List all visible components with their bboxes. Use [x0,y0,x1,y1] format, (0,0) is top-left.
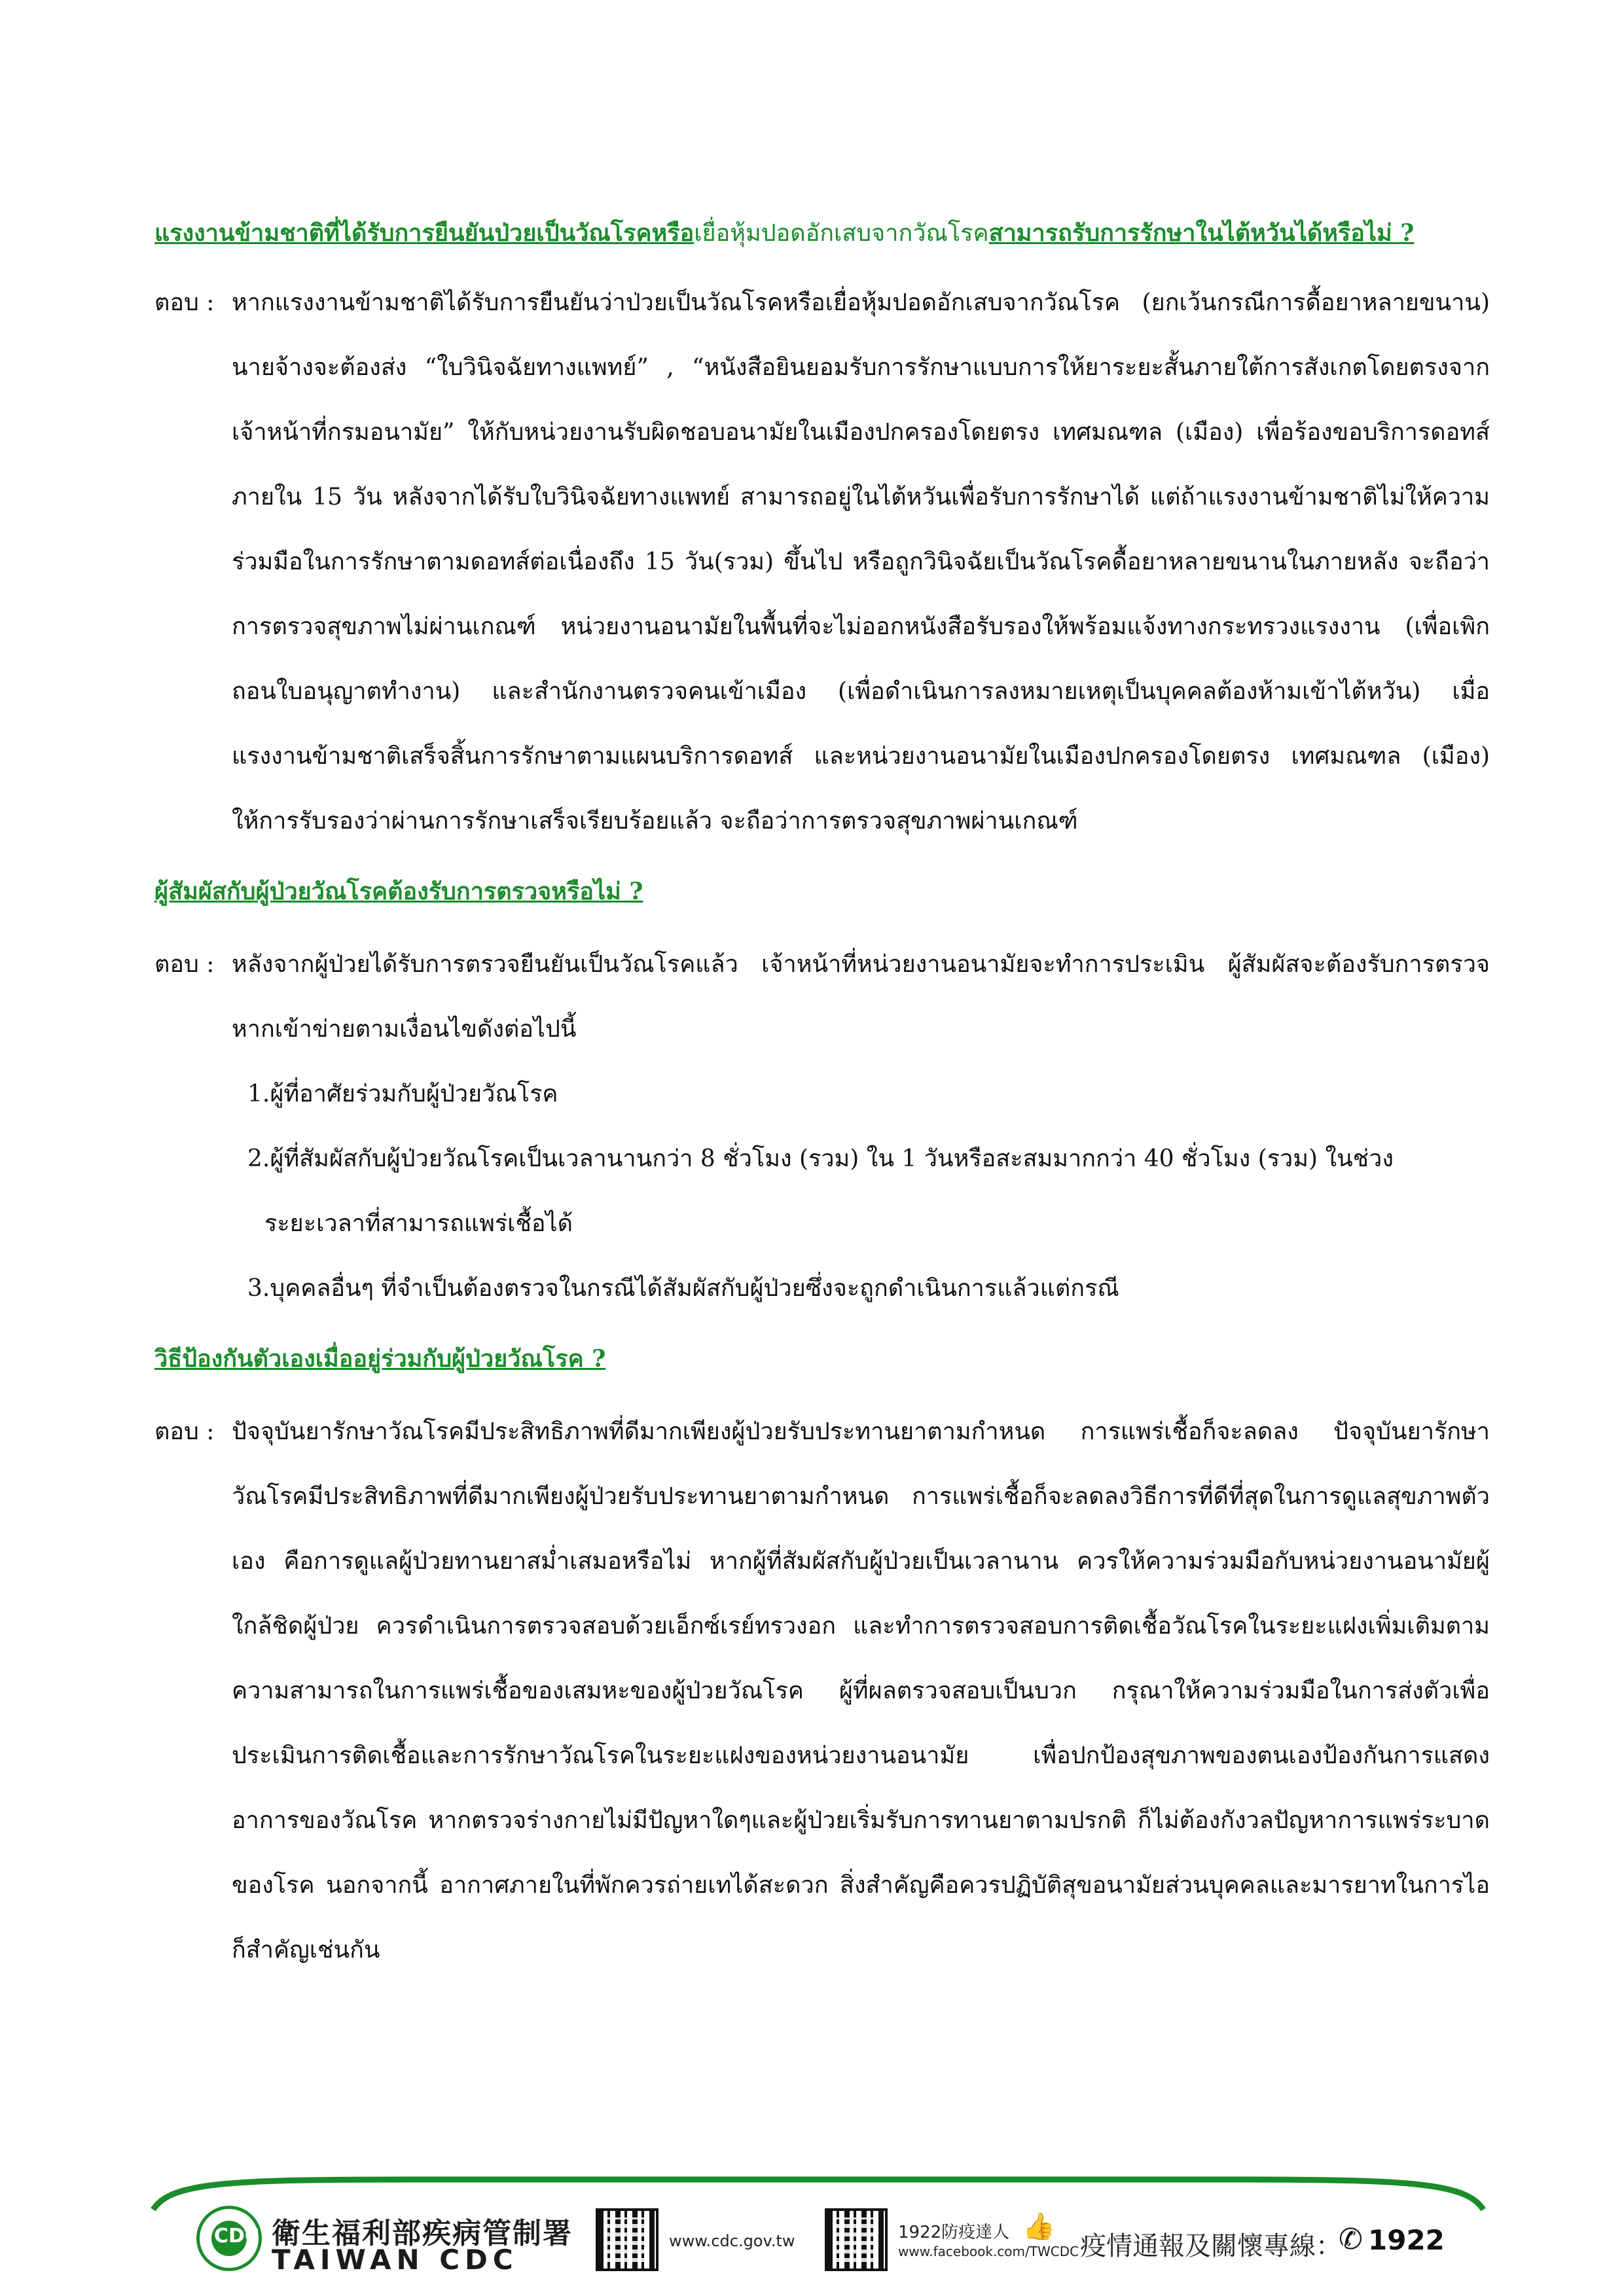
phone-icon: ✆ [1339,2223,1363,2256]
list-item-1-text: 1.ผู้ที่อาศัยร่วมกับผู้ป่วยวัณโรค [247,1081,558,1107]
question-1 [154,216,1490,251]
website-url[interactable]: www.cdc.gov.tw [669,2232,795,2250]
answer-3-text: ปัจจุบันยารักษาวัณโรคมีประสิทธิภาพที่ดีมากเพียงผู้ป่วยรับประทานยาตามกำหนด การแพร่เชื้อก็จะลดลง ปัจจุบันยารักษาวัณโรคมีประสิทธิภาพที่ดีมากเพียงผู้ป่วยรับประทานยาตามกำหนด การแพร่เชื้อก็จะลดลงวิธีการที่ดีที่สุดในการดูแลสุขภาพตัวเอง คือการดูแลผู้ป่วยทานยาสม่ำเสมอหรือไม่ หากผู้ที่สัมผัสกับผู้ป่วยเป็นเวลานาน ควรให้ความร่วมมือกับหน่วยงานอนามัยผู้ใกล้ชิดผู้ป่วย ควรดำเนินการตรวจสอบด้วยเอ็กซ์เรย์ทรวงอก และทำการตรวจสอบการติดเชื้อวัณโรคในระยะแฝงเพิ่มเติมตามความสามารถในการแพร่เชื้อของเสมหะของผู้ป่วยวัณโรค ผู้ที่ผลตรวจสอบเป็นบวก กรุณาให้ความร่วมมือในการส่งตัวเพื่อประเมินการติดเชื้อและการรักษาวัณโรคในระยะแฝงของหน่วยงานอนามัย เพื่อปกป้องสุขภาพของตนเองป้องกันการแสดงอาการของวัณโรค หากตรวจร่างกายไม่มีปัญหาใดๆและผู้ป่วยเริ่มรับการทานยาตามปรกติ ก็ไม่ต้องกังวลปัญหาการแพร่ระบาดของโรค นอกจากนี้ อากาศภายในที่พักควรถ่ายเทได้สะดวก สิ่งสำคัญคือควรปฏิบัติสุขอนามัยส่วนบุคคลและมารยาทในการไอก็สำคัญเช่นกัน [232,1418,1490,1964]
question-3 [154,1342,1490,1376]
list-item-3-text: 3.บุคคลอื่นๆ ที่จำเป็นต้องตรวจในกรณีได้สัมผัสกับผู้ป่วยซึ่งจะถูกดำเนินการแล้วแต่กรณี [247,1275,1119,1302]
answer-2-label: ตอบ : [154,951,215,978]
list-item [247,1062,1490,1126]
footer [196,2206,1466,2278]
logo-letters: CDC [214,2225,259,2248]
list-item-2-text: 2.ผู้ที่สัมผัสกับผู้ป่วยวัณโรคเป็นเวลานานกว่า 8 ชั่วโมง (รวม) ใน 1 วันหรือสะสมมากกว่า 40 ชั่วโมง (รวม) ในช่วง [247,1145,1394,1172]
question-2 [154,874,1490,908]
list-item [247,1126,1490,1256]
question-1-part-1: แรงงานข้ามชาติที่ได้รับการยืนยันป่วยเป็นวัณโรคหรือ [154,219,695,247]
answer-1-text: หากแรงงานข้ามชาติได้รับการยืนยันว่าป่วยเป็นวัณโรคหรือเยื่อหุ้มปอดอักเสบจากวัณโรค (ยกเว้นกรณีการดื้อยาหลายขนาน) นายจ้างจะต้องส่ง “ใบวินิจฉัยทางแพทย์” , “หนังสือยินยอมรับการรักษาแบบการให้ยาระยะสั้นภายใต้การสังเกตโดยตรงจากเจ้าหน้าที่กรมอนามัย” ให้กับหน่วยงานรับผิดชอบอนามัยในเมืองปกครองโดยตรง เทศมณฑล (เมือง) เพื่อร้องขอบริการดอทส์ภายใน 15 วัน หลังจากได้รับใบวินิจฉัยทางแพทย์ สามารถอยู่ในไต้หวันเพื่อรับการรักษาได้ แต่ถ้าแรงงานข้ามชาติไม่ให้ความร่วมมือในการรักษาตามดอทส์ต่อเนื่องถึง 15 วัน(รวม) ขึ้นไป หรือถูกวินิจฉัยเป็นวัณโรคดื้อยาหลายขนานในภายหลัง จะถือว่าการตรวจสุขภาพไม่ผ่านเกณฑ์ หน่วยงานอนามัยในพื้นที่จะไม่ออกหนังสือรับรองให้พร้อมแจ้งทางกระทรวงแรงงาน (เพื่อเพิกถอนใบอนุญาตทำงาน) และสำนักงานตรวจคนเข้าเมือง (เพื่อดำเนินการลงหมายเหตุเป็นบุคคลต้องห้ามเข้าไต้หวัน) เมื่อแรงงานข้ามชาติเสร็จสิ้นการรักษาตามแผนบริการดอทส์ และหน่วยงานอนามัยในเมืองปกครองโดยตรง เทศมณฑล (เมือง) ให้การรับรองว่าผ่านการรักษาเสร็จเรียบร้อยแล้ว จะถือว่าการตรวจสุขภาพผ่านเกณฑ์ [232,289,1490,834]
facebook-qr-code-icon[interactable] [825,2208,888,2271]
faq-content [154,216,1490,2003]
answer-1 [154,270,1490,853]
hotline-number[interactable]: 1922 [1368,2224,1445,2256]
question-1-part-3: สามารถรับการรักษาในไต้หวันได้หรือไม่ ? [988,219,1415,247]
thumbs-up-icon: 👍 [1022,2212,1055,2242]
list-item-2-continuation: ระยะเวลาที่สามารถแพร่เชื้อได้ [264,1210,573,1237]
question-1-part-2: เยื่อหุ้มปอดอักเสบจากวัณโรค [694,220,989,247]
answer-2 [154,932,1490,1321]
answer-2-text: หลังจากผู้ป่วยได้รับการตรวจยืนยันเป็นวัณโรคแล้ว เจ้าหน้าที่หน่วยงานอนามัยจะทำการประเมิน ผู้สัมผัสจะต้องรับการตรวจหากเข้าข่ายตามเงื่อนไขดังต่อไปนี้ [232,951,1490,1043]
answer-1-label: ตอบ : [154,289,215,316]
hotline-label: 疫情通報及關懷專線： [1080,2231,1342,2261]
answer-3 [154,1399,1490,1982]
org-name-chinese: 衛生福利部疾病管制署 [272,2217,573,2250]
question-2-text: ผู้สัมผัสกับผู้ป่วยวัณโรคต้องรับการตรวจหรือไม่ ? [154,878,643,905]
answer-3-label: ตอบ : [154,1418,215,1445]
facebook-page-title[interactable]: 1922防疫達人 [898,2223,1010,2242]
contact-conditions-list [232,1062,1490,1321]
org-name-english: TAIWAN CDC [272,2244,518,2276]
list-item [247,1256,1490,1321]
facebook-url[interactable]: www.facebook.com/TWCDC [898,2244,1079,2259]
taiwan-cdc-logo [196,2206,262,2271]
question-3-text: วิธีป้องกันตัวเองเมื่ออยู่ร่วมกับผู้ป่วยวัณโรค ? [154,1345,606,1372]
website-qr-code-icon[interactable] [596,2208,659,2271]
